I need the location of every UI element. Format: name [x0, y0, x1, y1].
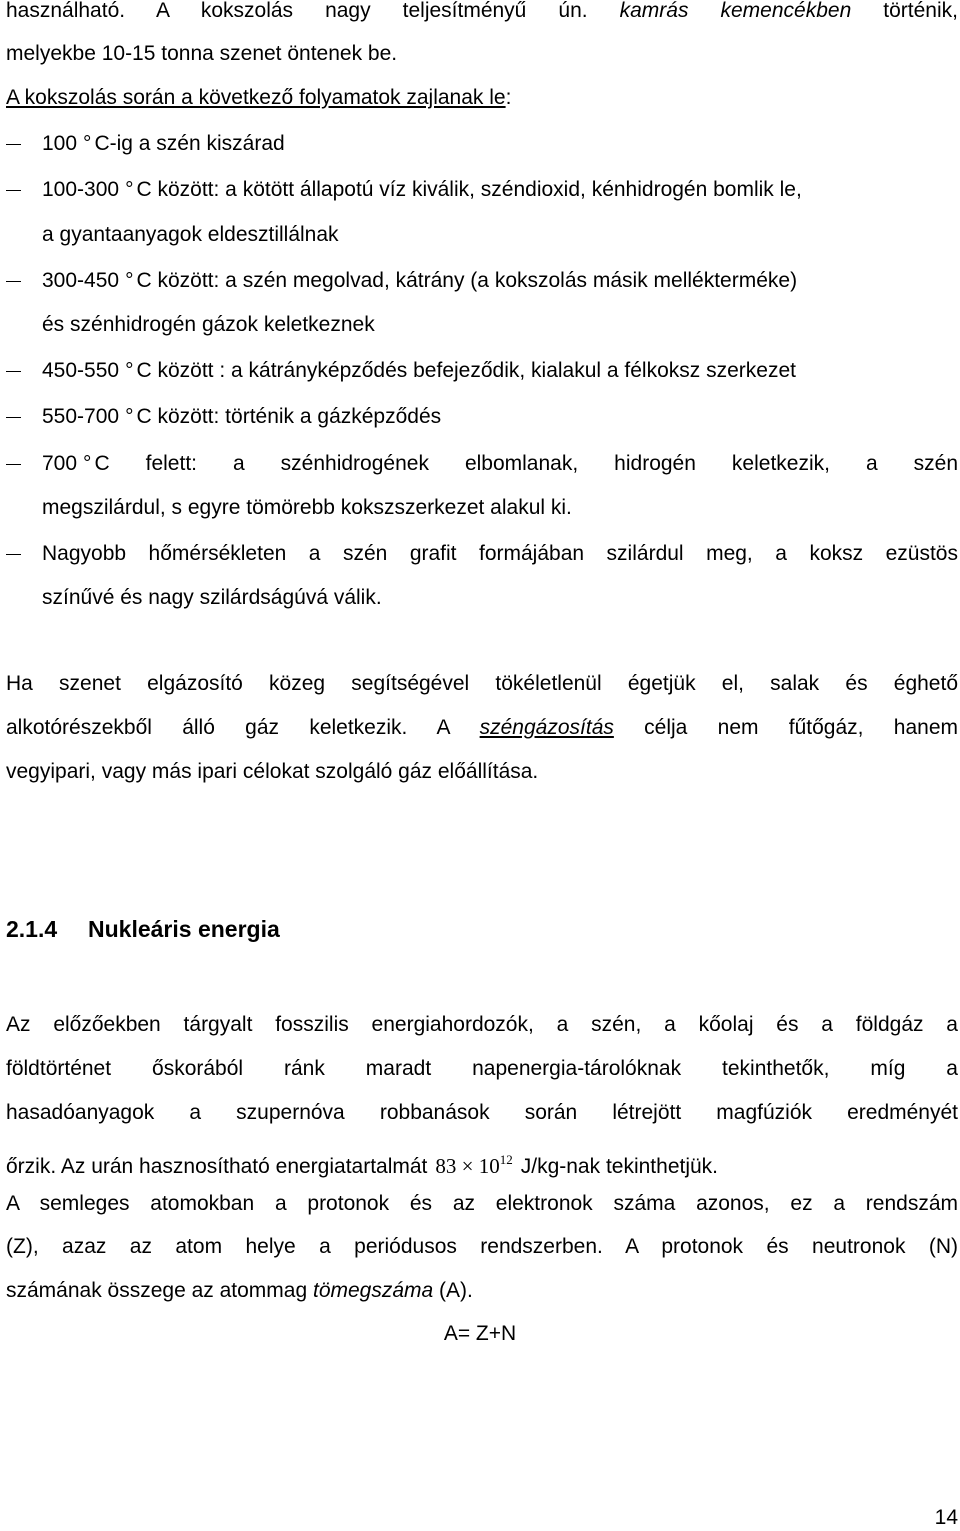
bullet-7: Nagyobb hőmérsékleten a szén grafit formájában szilárdul meg, a koksz ezüstös — [42, 542, 958, 565]
bullet-2 — [42, 177, 958, 203]
intro-line-2: melyekbe 10-15 tonna szenet öntenek be. — [6, 42, 398, 65]
temperature-value: 300-450 — [42, 269, 120, 292]
temperature-value: 100-300 — [42, 178, 120, 201]
intro-underlined-text: A kokszolás során a következő folyamatok zajlanak le — [6, 86, 506, 109]
bullet-text: C felett: a szénhidrogének elbomlanak, hidrogén keletkezik, a szén — [94, 452, 958, 475]
paragraph-text: őrzik. Az urán hasznosítható energiatartalmát — [6, 1155, 428, 1178]
degree-symbol: ° — [125, 359, 134, 382]
intro-line-3 — [6, 85, 958, 111]
intro-line-1 — [6, 0, 958, 24]
paragraph-text: alkotórészekből álló gáz keletkezik. A — [6, 716, 480, 739]
degree-symbol: ° — [83, 132, 92, 155]
section-number: 2.1.4 — [6, 916, 58, 942]
paragraph-text: (A). — [433, 1279, 473, 1302]
bullet-2-continuation: a gyantaanyagok eldesztillálnak — [42, 223, 339, 246]
nuclear-line-1: Az előzőekben tárgyalt fosszilis energiahordozók, a szén, a kőolaj és a földgáz a — [6, 1013, 958, 1036]
bullet-text: C között : a kátrányképződés befejeződik, kialakul a félkoksz szerkezet — [136, 359, 796, 382]
bullet-6 — [42, 451, 958, 477]
bullet-6-continuation: megszilárdul, s egyre tömörebb kokszszerkezet alakul ki. — [42, 496, 572, 519]
degree-symbol: ° — [83, 452, 92, 475]
gasification-line-1: Ha szenet elgázosító közeg segítségével tökéletlenül égetjük el, salak és éghető — [6, 672, 958, 695]
bullet-3 — [42, 268, 958, 294]
nuclear-line-5: A semleges atomokban a protonok és az elektronok száma azonos, ez a rendszám — [6, 1192, 958, 1215]
nuclear-line-3: hasadóanyagok a szupernóva robbanások során létrejött magfúziók eredményét — [6, 1101, 958, 1124]
bullet-1 — [42, 131, 958, 157]
paragraph-text: J/kg-nak tekinthetjük. — [520, 1155, 719, 1178]
section-heading — [6, 914, 280, 944]
bullet-4 — [42, 358, 958, 384]
nuclear-line-6: (Z), azaz az atom helye a periódusos rendszerben. A protonok és neutronok (N) — [6, 1235, 958, 1258]
nuclear-line-2: földtörténet őskorából ránk maradt napenergia-tárolóknak tekinthetők, míg a — [6, 1057, 958, 1080]
math-exponent: 12 — [499, 1152, 513, 1167]
bullet-text: C-ig a szén kiszárad — [94, 132, 285, 155]
dash-bullet-icon — [6, 464, 21, 465]
nuclear-line-7 — [6, 1278, 958, 1304]
paragraph-text: számának összege az atommag — [6, 1279, 313, 1302]
dash-bullet-icon — [6, 281, 21, 282]
mass-number-term: tömegszáma — [312, 1279, 434, 1302]
intro-text: történik, — [851, 0, 958, 22]
bullet-7-continuation: színűvé és nagy szilárdságúvá válik. — [42, 586, 382, 609]
intro-italic-term: kamrás kemencékben — [619, 0, 852, 22]
paragraph-text: célja nem fűtőgáz, hanem — [613, 716, 958, 739]
temperature-value: 550-700 — [42, 405, 120, 428]
coal-gasification-term: széngázosítás — [479, 716, 614, 739]
section-title: Nukleáris energia — [88, 916, 280, 942]
dash-bullet-icon — [6, 190, 21, 191]
bullet-text: C között: történik a gázképződés — [136, 405, 442, 428]
gasification-line-3: vegyipari, vagy más ipari célokat szolgáló gáz előállítása. — [6, 760, 539, 783]
bullet-text: C között: a kötött állapotú víz kiválik, széndioxid, kénhidrogén bomlik le, — [136, 178, 802, 201]
temperature-value: 100 — [42, 132, 78, 155]
nuclear-line-4 — [6, 1147, 958, 1180]
bullet-3-continuation: és szénhidrogén gázok keletkeznek — [42, 313, 375, 336]
degree-symbol: ° — [125, 405, 134, 428]
gasification-line-2 — [6, 715, 958, 741]
dash-bullet-icon — [6, 371, 21, 372]
page-number: 14 — [934, 1506, 958, 1529]
dash-bullet-icon — [6, 417, 21, 418]
degree-symbol: ° — [125, 178, 134, 201]
math-base: 83 × 10 — [435, 1154, 500, 1178]
temperature-value: 450-550 — [42, 359, 120, 382]
intro-text: használható. A kokszolás nagy teljesítményű ún. — [6, 0, 620, 22]
energy-expression — [435, 1154, 512, 1178]
bullet-5 — [42, 404, 958, 430]
mass-number-formula: A= Z+N — [443, 1322, 517, 1345]
dash-bullet-icon — [6, 554, 21, 555]
dash-bullet-icon — [6, 144, 21, 145]
temperature-value: 700 — [42, 452, 78, 475]
degree-symbol: ° — [125, 269, 134, 292]
intro-text: : — [505, 86, 512, 109]
bullet-text: C között: a szén megolvad, kátrány (a kokszolás másik mellékterméke) — [136, 269, 798, 292]
